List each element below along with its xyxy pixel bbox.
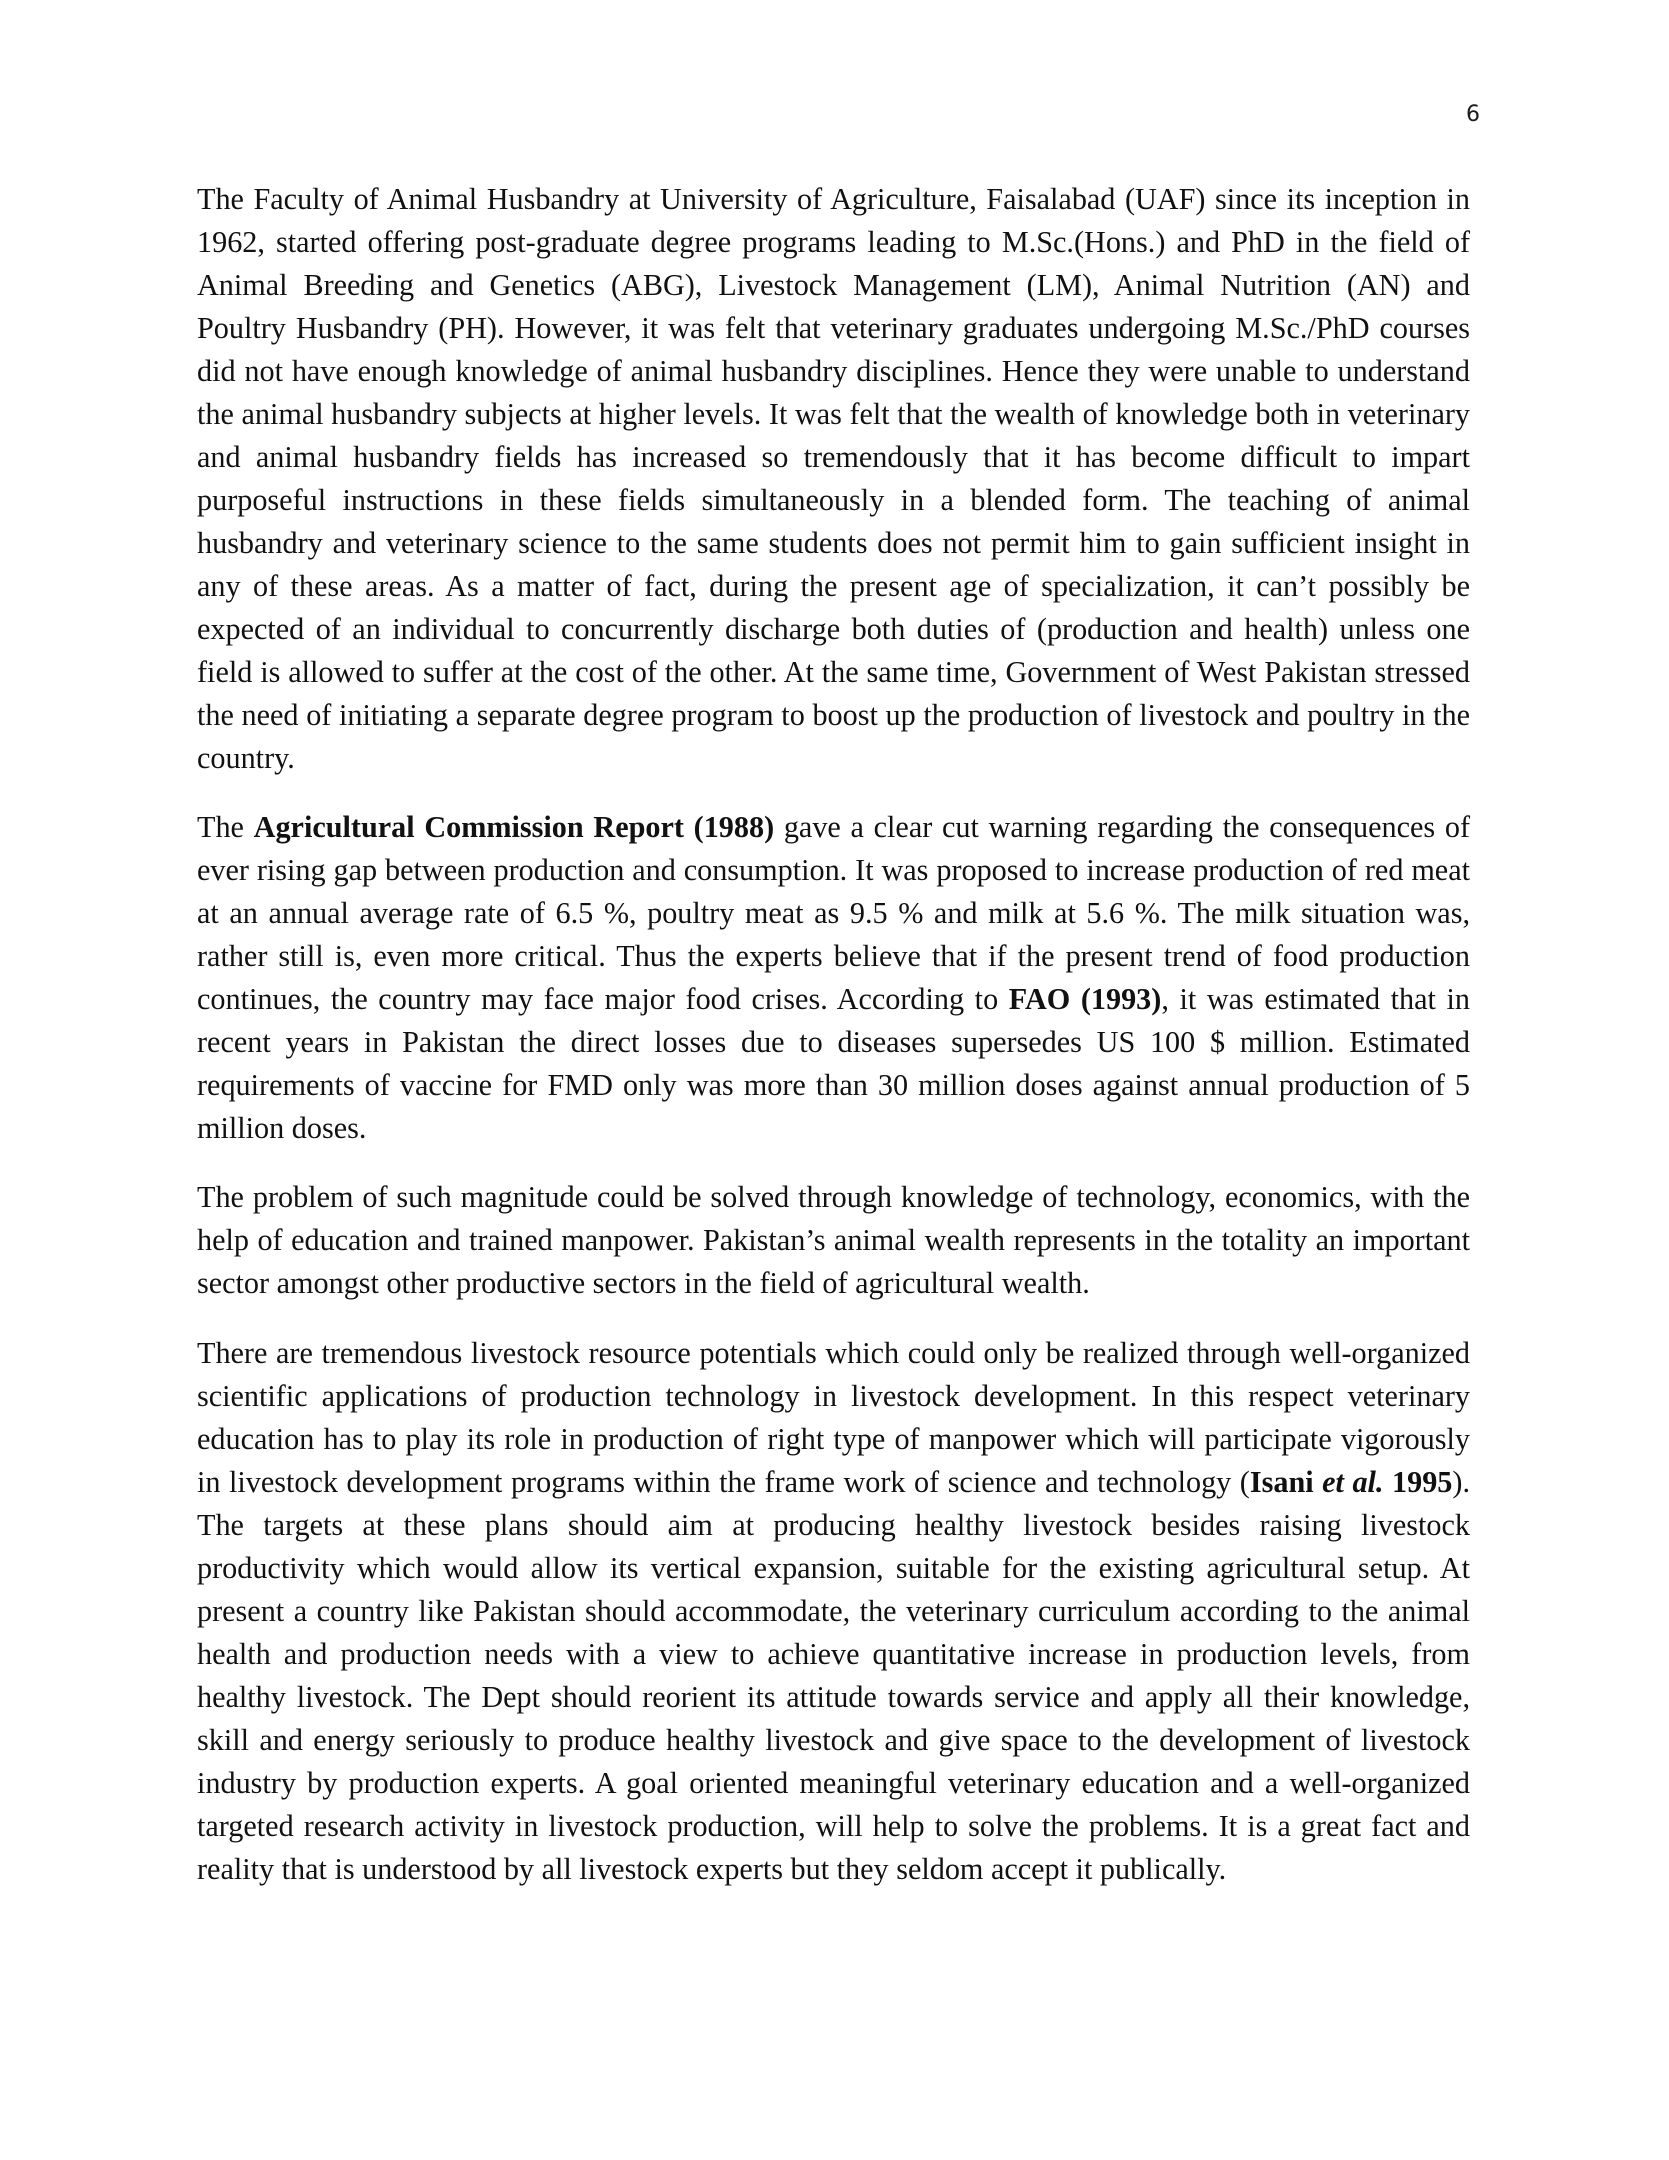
page-number: 6: [1466, 102, 1480, 127]
citation-isani-et-al: et al.: [1322, 1465, 1384, 1499]
paragraph-text: The Faculty of Animal Husbandry at University of Agriculture, Faisalabad (UAF) since its inception in 1962, started offering post-graduate degree programs leading to M.Sc.(Hons.) and PhD in the field of Animal Breeding and Genetics (ABG), Livestock Management (LM), Animal Nutrition (AN) and Poultry Husbandry (PH). However, it was felt that veterinary graduates undergoing M.Sc./PhD courses did not have enough knowledge of animal husbandry disciplines. Hence they were unable to understand the animal husbandry subjects at higher levels. It was felt that the wealth of knowledge both in veterinary and animal husbandry fields has increased so tremendously that it has become difficult to impart purposeful instructions in these fields simultaneously in a blended form. The teaching of animal husbandry and veterinary science to the same students does not permit him to gain sufficient insight in any of these areas. As a matter of fact, during the present age of specialization, it can’t possibly be expected of an individual to concurrently discharge both duties of (production and health) unless one field is allowed to suffer at the cost of the other. At the same time, Government of West Pakistan stressed the need of initiating a separate degree program to boost up the production of livestock and poultry in the country.: [197, 182, 1470, 775]
paragraph-problem-magnitude: [197, 1176, 1470, 1305]
paragraph-text: , it was estimated that in recent years in Pakistan the direct losses due to diseases supersedes US 100 $ million. Estimated requirements of vaccine for FMD only was more than 30 million doses against annual production of 5 million doses.: [197, 982, 1470, 1145]
citation-fao-1993: FAO (1993): [1008, 982, 1162, 1016]
paragraph-text: There are tremendous livestock resource potentials which could only be realized through well-organized scientific applications of production technology in livestock development. In this respect veterinary education has to play its role in production of right type of manpower which will participate vigorously in livestock development programs within the frame work of science and technology (: [197, 1336, 1470, 1499]
citation-isani-year: 1995: [1383, 1465, 1453, 1499]
document-body: [197, 178, 1470, 1917]
paragraph-text: ). The targets at these plans should aim at producing healthy livestock besides raising livestock productivity which would allow its vertical expansion, suitable for the existing agricultural setup. At present a country like Pakistan should accommodate, the veterinary curriculum according to the animal health and production needs with a view to achieve quantitative increase in production levels, from healthy livestock. The Dept should reorient its attitude towards service and apply all their knowledge, skill and energy seriously to produce healthy livestock and give space to the development of livestock industry by production experts. A goal oriented meaningful veterinary education and a well-organized targeted research activity in livestock production, will help to solve the problems. It is a great fact and reality that is understood by all livestock experts but they seldom accept it publically.: [197, 1465, 1471, 1886]
paragraph-livestock-potentials: [197, 1332, 1470, 1891]
citation-agricultural-commission-report: Agricultural Commission Report (1988): [253, 810, 775, 844]
paragraph-text: The: [197, 810, 254, 844]
paragraph-text: The problem of such magnitude could be solved through knowledge of technology, economics, with the help of education and trained manpower. Pakistan’s animal wealth represents in the totality an important sector amongst other productive sectors in the field of agricultural wealth.: [197, 1180, 1470, 1300]
paragraph-uaf-history: [197, 178, 1470, 780]
paragraph-text: gave a clear cut warning regarding the consequences of ever rising gap between production and consumption. It was proposed to increase production of red meat at an annual average rate of 6.5 %, poultry meat as 9.5 % and milk at 5.6 %. The milk situation was, rather still is, even more critical. Thus the experts believe that if the present trend of food production continues, the country may face major food crises. According to: [197, 810, 1471, 1016]
paragraph-commission-report: [197, 806, 1470, 1150]
citation-isani-author: Isani: [1249, 1465, 1323, 1499]
